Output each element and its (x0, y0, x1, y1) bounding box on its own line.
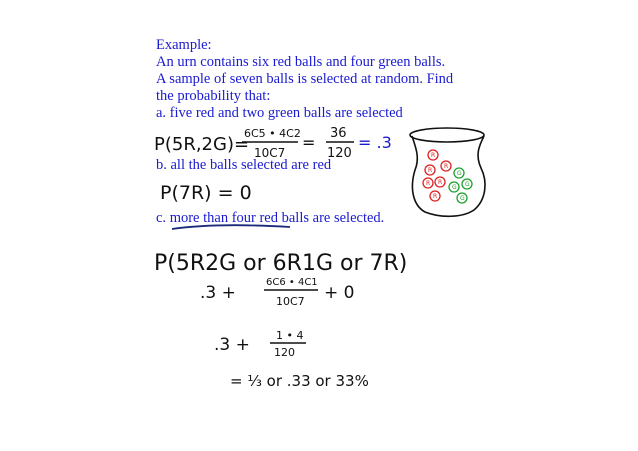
red-ball (428, 150, 438, 160)
c-line-2-numerator: 6C6 • 4C1 (266, 277, 318, 288)
svg-text:G: G (452, 184, 457, 191)
a-frac-num: 36 (330, 126, 347, 141)
c-line-3-start: .3 + (214, 335, 250, 355)
c-line-2-denominator: 10C7 (276, 295, 305, 308)
c-line-3-denominator: 120 (274, 346, 295, 359)
b-answer: P(7R) = 0 (160, 182, 252, 204)
urn-body (412, 136, 485, 216)
svg-text:G: G (457, 170, 462, 177)
part-c-suffix: balls are selected. (278, 210, 385, 226)
svg-text:G: G (460, 195, 465, 202)
c-line-2-start: .3 + (200, 283, 236, 303)
problem-line-3: the probability that: (156, 88, 271, 104)
red-ball (425, 165, 435, 175)
svg-text:R: R (433, 193, 438, 200)
problem-line-1: An urn contains six red balls and four green balls. (156, 54, 446, 70)
green-ball (454, 168, 464, 178)
c-line-1: P(5R2G or 6R1G or 7R) (154, 251, 408, 276)
part-c-underlined-phrase: more than four red (169, 210, 278, 226)
a-denominator: 10C7 (254, 146, 286, 160)
example-heading: Example: (156, 37, 212, 53)
urn-drawing (410, 128, 485, 216)
underline-stroke (172, 225, 290, 229)
part-c-prefix: c. (156, 210, 170, 226)
urn-rim (410, 128, 484, 142)
a-numerator: 6C5 • 4C2 (244, 127, 301, 140)
svg-text:R: R (438, 179, 443, 186)
part-b-question: b. all the balls selected are red (156, 157, 332, 173)
red-ball (435, 177, 445, 187)
a-result: = .3 (358, 133, 392, 152)
problem-line-2: A sample of seven balls is selected at random. Find (156, 71, 454, 87)
a-equals: = (302, 133, 316, 152)
green-ball (449, 182, 459, 192)
red-ball (430, 191, 440, 201)
part-a-question: a. five red and two green balls are selected (156, 105, 403, 121)
green-ball (457, 193, 467, 203)
green-ball (462, 179, 472, 189)
c-line-4: = ⅓ or .33 or 33% (230, 372, 369, 390)
svg-text:R: R (426, 180, 431, 187)
red-ball (441, 161, 451, 171)
c-line-3-numerator: 1 • 4 (276, 329, 304, 342)
red-ball (423, 178, 433, 188)
c-line-2-end: + 0 (324, 283, 355, 303)
svg-text:R: R (444, 163, 449, 170)
svg-text:R: R (431, 152, 436, 159)
a-lhs: P(5R,2G)= (154, 134, 250, 155)
svg-text:R: R (428, 167, 433, 174)
a-frac-den: 120 (327, 146, 352, 161)
svg-text:G: G (465, 181, 470, 188)
